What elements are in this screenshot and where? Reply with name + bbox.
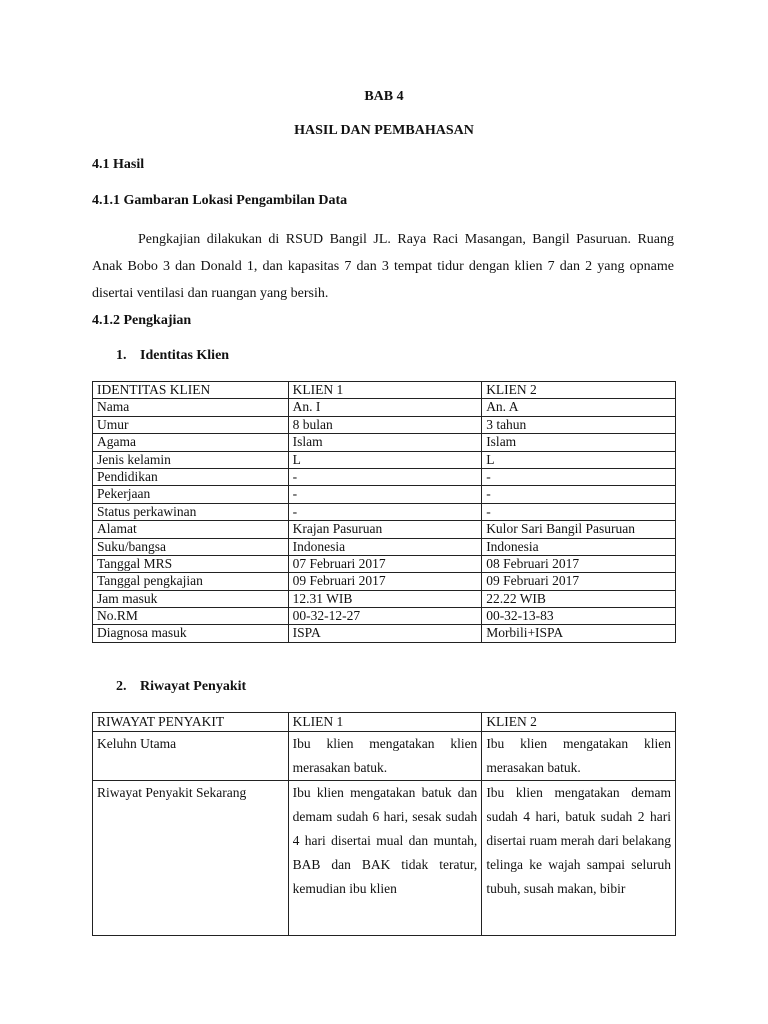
location-paragraph: Pengkajian dilakukan di RSUD Bangil JL. Raya Raci Masangan, Bangil Pasuruan. Ruang Anak Bobo 3 dan Donald 1, dan kapasitas 7 dan 3 tempat tidur dengan klien 7 dan 2 yang opname disertai ventilasi dan ruangan yang bersih. xyxy=(92,232,674,301)
table-cell: Islam xyxy=(482,434,676,451)
table-row xyxy=(93,573,676,590)
table-row xyxy=(93,608,676,625)
table-cell: Indonesia xyxy=(482,538,676,555)
table-row xyxy=(93,451,676,468)
list-title: Riwayat Penyakit xyxy=(140,679,247,694)
table-cell: Ibu klien mengatakan klien merasakan batuk. xyxy=(288,732,482,781)
table-cell: 3 tahun xyxy=(482,416,676,433)
table-cell: 00-32-13-83 xyxy=(482,608,676,625)
table-cell: Islam xyxy=(288,434,482,451)
table-row xyxy=(93,555,676,572)
identity-table xyxy=(92,381,676,643)
table-row xyxy=(93,503,676,520)
header-cell: KLIEN 1 xyxy=(288,713,482,732)
history-table xyxy=(92,712,676,936)
table-cell: Tanggal pengkajian xyxy=(93,573,289,590)
table-row xyxy=(93,521,676,538)
table-cell: Diagnosa masuk xyxy=(93,625,289,642)
table-cell: Umur xyxy=(93,416,289,433)
table-cell: ISPA xyxy=(288,625,482,642)
section-heading-4-1: 4.1 Hasil xyxy=(92,157,145,172)
table-cell: 09 Februari 2017 xyxy=(482,573,676,590)
table-cell: Nama xyxy=(93,399,289,416)
section-heading-4-1-2: 4.1.2 Pengkajian xyxy=(92,313,192,328)
list-title: Identitas Klien xyxy=(140,348,230,363)
table-cell: Jam masuk xyxy=(93,590,289,607)
header-cell: KLIEN 1 xyxy=(288,382,482,399)
table-cell: No.RM xyxy=(93,608,289,625)
header-cell: RIWAYAT PENYAKIT xyxy=(93,713,289,732)
table-row xyxy=(93,399,676,416)
table-cell: - xyxy=(482,486,676,503)
table-cell: L xyxy=(288,451,482,468)
table-cell: Morbili+ISPA xyxy=(482,625,676,642)
table-cell: Pendidikan xyxy=(93,468,289,485)
numbered-heading-identity xyxy=(116,348,229,364)
table-cell: 12.31 WIB xyxy=(288,590,482,607)
table-cell: Ibu klien mengatakan klien merasakan batuk. xyxy=(482,732,676,781)
table-cell: Suku/bangsa xyxy=(93,538,289,555)
table-cell: Kulor Sari Bangil Pasuruan xyxy=(482,521,676,538)
table-cell xyxy=(482,781,676,936)
table-header-row xyxy=(93,382,676,399)
table-cell: 8 bulan xyxy=(288,416,482,433)
header-cell: IDENTITAS KLIEN xyxy=(93,382,289,399)
section-heading-4-1-1: 4.1.1 Gambaran Lokasi Pengambilan Data xyxy=(92,193,348,208)
table-row xyxy=(93,434,676,451)
table-cell: Tanggal MRS xyxy=(93,555,289,572)
table-cell: - xyxy=(482,503,676,520)
table-row xyxy=(93,468,676,485)
table-cell: An. I xyxy=(288,399,482,416)
table-cell: Jenis kelamin xyxy=(93,451,289,468)
table-row xyxy=(93,486,676,503)
table-cell: An. A xyxy=(482,399,676,416)
header-cell: KLIEN 2 xyxy=(482,713,676,732)
table-cell xyxy=(288,781,482,936)
cell-text: Ibu klien mengatakan batuk dan demam sudah 6 hari, sesak sudah 4 hari disertai mual dan muntah, BAB dan BAK tidak teratur, kemudian ibu klien xyxy=(292,785,478,896)
table-cell: - xyxy=(288,468,482,485)
table-cell: - xyxy=(288,486,482,503)
table-row xyxy=(93,625,676,642)
header-cell: KLIEN 2 xyxy=(482,382,676,399)
table-cell: 22.22 WIB xyxy=(482,590,676,607)
table-cell: Krajan Pasuruan xyxy=(288,521,482,538)
table-cell: - xyxy=(482,468,676,485)
list-number: 2. xyxy=(116,679,127,694)
table-cell: Status perkawinan xyxy=(93,503,289,520)
table-header-row xyxy=(93,713,676,732)
table-cell: Agama xyxy=(93,434,289,451)
table-cell: 08 Februari 2017 xyxy=(482,555,676,572)
chapter-number: BAB 4 xyxy=(364,89,404,104)
table-cell: 00-32-12-27 xyxy=(288,608,482,625)
table-cell: Alamat xyxy=(93,521,289,538)
table-cell: Indonesia xyxy=(288,538,482,555)
list-number: 1. xyxy=(116,348,127,363)
table-cell: Keluhn Utama xyxy=(93,732,289,781)
table-cell: L xyxy=(482,451,676,468)
table-cell: - xyxy=(288,503,482,520)
table-row xyxy=(93,538,676,555)
table-row xyxy=(93,416,676,433)
table-cell: 09 Februari 2017 xyxy=(288,573,482,590)
chapter-title: HASIL DAN PEMBAHASAN xyxy=(294,123,474,138)
table-row xyxy=(93,781,676,936)
table-row xyxy=(93,732,676,781)
table-row xyxy=(93,590,676,607)
cell-text: Ibu klien mengatakan demam sudah 4 hari, batuk sudah 2 hari disertai ruam merah dari belakang telinga ke wajah sampai seluruh tubuh, susah makan, bibir xyxy=(486,785,671,896)
numbered-heading-history xyxy=(116,679,246,695)
table-cell: Pekerjaan xyxy=(93,486,289,503)
table-cell: 07 Februari 2017 xyxy=(288,555,482,572)
table-cell: Riwayat Penyakit Sekarang xyxy=(93,781,289,936)
